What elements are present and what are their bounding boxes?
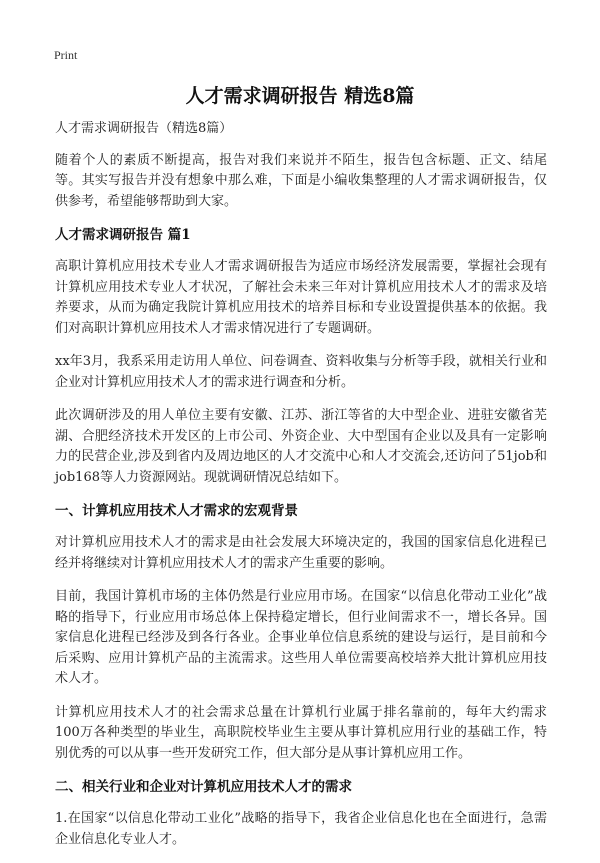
body-paragraph: xx年3月，我系采用走访用人单位、问卷调查、资料收集与分析等手段，就相关行业和企业对计算机应用技术人才的需求进行调查和分析。 [55,354,547,390]
body-paragraph: 计算机应用技术人才的社会需求总量在计算机行业属于排名靠前的，每年大约需求100万各种类型的毕业生，高职院校毕业生主要从事计算机应用行业的基础工作，特别优秀的可以从事一些开发研究工作，但大部分是从事计算机应用工作。 [55,704,547,761]
body-paragraph: 高职计算机应用技术专业人才需求调研报告为适应市场经济发展需要，掌握社会现有计算机应用技术专业人才状况，了解社会未来三年对计算机应用技术人才的需求及培养要求，从而为确定我院计算机应用技术的培养目标和专业设置提供基本的依据。我们对高职计算机应用技术人才需求情况进行了专题调研。 [55,259,547,336]
article-body [55,119,547,863]
body-paragraph: 目前，我国计算机市场的主体仍然是行业应用市场。在国家“以信息化带动工业化”战略的指导下，行业应用市场总体上保持稳定增长，但行业间需求不一，增长各异。国家信息化进程已经涉及到各行各业。企事业单位信息系统的建设与运行，是目前和今后采购、应用计算机产品的主流需求。这些用人单位需要高校培养大批计算机应用技术人才。 [55,589,547,686]
subsection-heading: 二、相关行业和企业对计算机应用技术人才的需求 [55,779,352,795]
print-link[interactable]: Print [54,48,78,62]
intro-paragraph: 随着个人的素质不断提高，报告对我们来说并不陌生，报告包含标题、正文、结尾等。其实写报告并没有想象中那么难，下面是小编收集整理的人才需求调研报告，仅供参考，希望能够帮助到大家。 [55,152,547,209]
document-subtitle: 人才需求调研报告（精选8篇） [55,121,233,136]
subsection-heading: 一、计算机应用技术人才需求的宏观背景 [55,503,298,519]
page-title: 人才需求调研报告 精选8篇 [185,85,415,107]
body-paragraph: 对计算机应用技术人才的需求是由社会发展大环境决定的，我国的国家信息化进程已经并将继续对计算机应用技术人才的需求产生重要的影响。 [55,535,547,571]
body-paragraph: 1.在国家“以信息化带动工业化”战略的指导下，我省企业信息化也在全面进行，急需企业信息化专业人才。 [55,811,547,847]
body-paragraph: 此次调研涉及的用人单位主要有安徽、江苏、浙江等省的大中型企业、进驻安徽省芜湖、合肥经济技术开发区的上市公司、外资企业、大中型国有企业以及具有一定影响力的民营企业,涉及到省内及周边地区的人才交流中心和人才交流会,还访问了51job和job168等人力资源网站。现就调研情况总结如下。 [55,408,547,485]
section-heading: 人才需求调研报告 篇1 [55,227,191,243]
